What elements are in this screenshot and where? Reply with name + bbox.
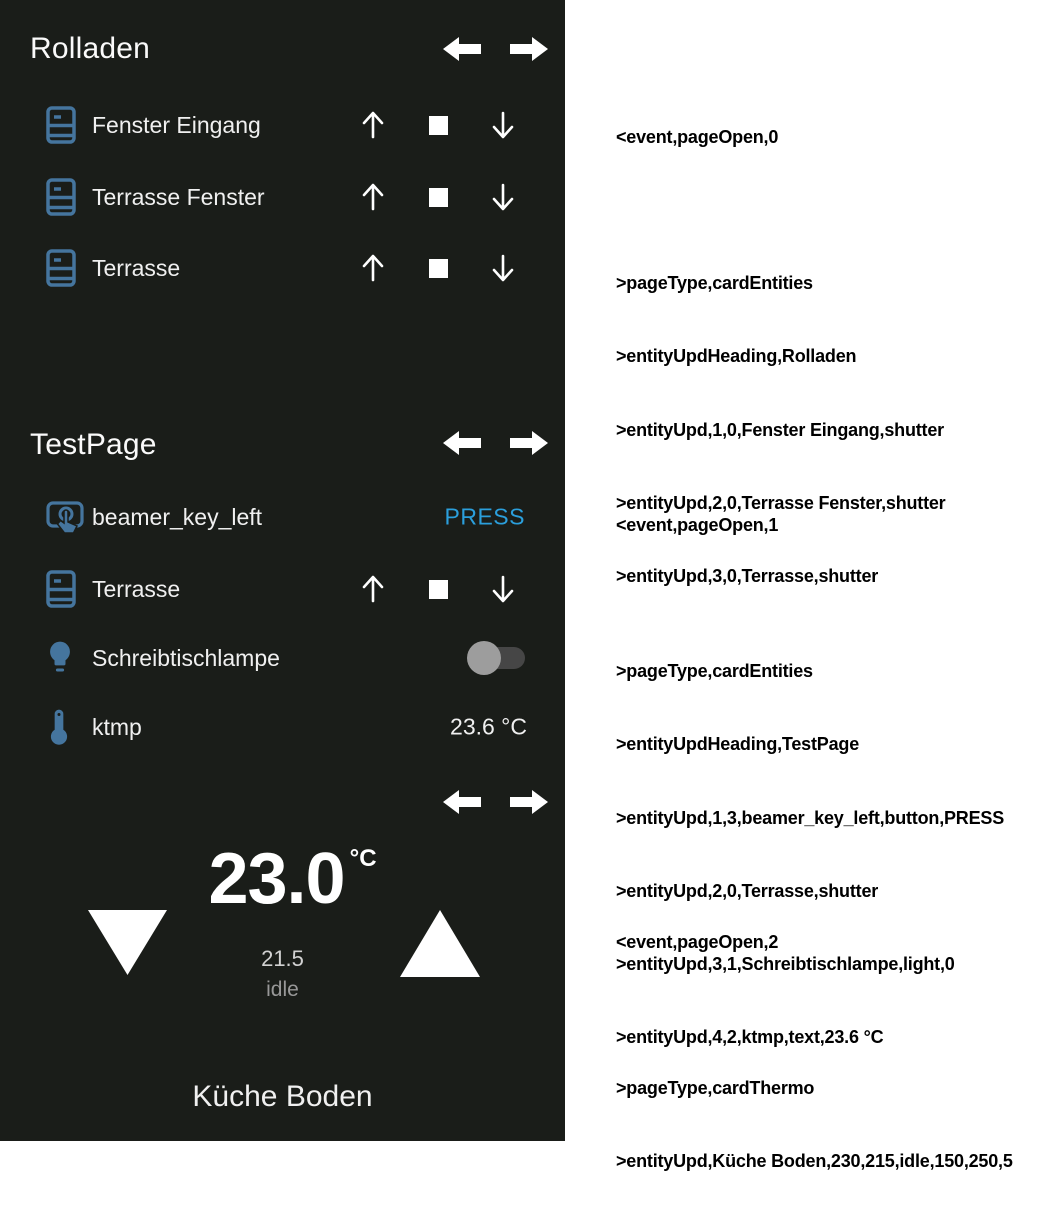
entity-label: Schreibtischlampe xyxy=(92,644,280,671)
entity-label: beamer_key_left xyxy=(92,503,263,530)
protocol-line: >pageType,cardThermo xyxy=(616,1078,815,1099)
toggle-knob xyxy=(467,641,501,675)
entity-label: ktmp xyxy=(92,713,142,740)
entity-row-terrasse-2 xyxy=(46,554,565,624)
window-shutter-icon xyxy=(46,178,84,216)
entity-label: Terrasse Fenster xyxy=(92,183,265,210)
light-toggle-switch[interactable] xyxy=(467,641,525,675)
protocol-line: >entityUpd,1,3,beamer_key_left,button,PRESS xyxy=(616,807,1005,828)
shutter-stop-button[interactable] xyxy=(429,580,448,599)
stop-square-icon xyxy=(429,116,448,135)
entity-row-terrasse-fenster xyxy=(46,162,565,232)
window-shutter-icon xyxy=(46,570,84,608)
hvac-state: idle xyxy=(266,978,299,1001)
shutter-up-button[interactable] xyxy=(360,253,386,283)
window-shutter-icon xyxy=(46,106,84,144)
lightbulb-icon xyxy=(46,640,84,676)
protocol-event-line: <event,pageOpen,2 xyxy=(616,931,779,952)
shutter-stop-button[interactable] xyxy=(429,259,448,278)
shutter-stop-button[interactable] xyxy=(429,116,448,135)
protocol-event-line: <event,pageOpen,1 xyxy=(616,514,779,535)
stop-square-icon xyxy=(429,188,448,207)
arrow-left-bold-icon[interactable] xyxy=(443,427,481,459)
current-temperature xyxy=(10,839,575,919)
shutter-up-button[interactable] xyxy=(360,182,386,212)
protocol-line: >entityUpdHeading,Rolladen xyxy=(616,346,857,367)
target-temperature: 21.5 xyxy=(261,946,304,971)
shutter-controls xyxy=(360,574,516,604)
protocol-line: >pageType,cardEntities xyxy=(616,273,813,294)
press-button[interactable]: PRESS xyxy=(444,503,525,530)
blank-line xyxy=(616,1003,1013,1027)
stop-square-icon xyxy=(429,259,448,278)
thermometer-icon xyxy=(46,708,84,746)
entity-label: Terrasse xyxy=(92,254,181,281)
page-nav-testpage xyxy=(443,427,548,459)
arrow-left-bold-icon[interactable] xyxy=(443,786,481,818)
entity-row-terrasse xyxy=(46,233,565,303)
protocol-line: >entityUpd,3,0,Terrasse,shutter xyxy=(616,566,879,587)
page-title-rolladen: Rolladen xyxy=(30,32,151,65)
stop-square-icon xyxy=(429,580,448,599)
shutter-down-button[interactable] xyxy=(490,182,516,212)
protocol-line: >pageType,cardEntities xyxy=(616,661,813,682)
entity-label: Fenster Eingang xyxy=(92,111,261,138)
protocol-line: >entityUpd,Küche Boden,230,215,idle,150,250,5 xyxy=(616,1151,1013,1172)
shutter-controls xyxy=(360,253,516,283)
blank-line xyxy=(616,586,1004,610)
shutter-stop-button[interactable] xyxy=(429,188,448,207)
protocol-line: >entityUpd,1,0,Fenster Eingang,shutter xyxy=(616,419,944,440)
protocol-line: >entityUpd,2,0,Terrasse Fenster,shutter xyxy=(616,492,946,513)
page-nav-rolladen xyxy=(443,33,548,65)
entity-label: Terrasse xyxy=(92,575,181,602)
arrow-right-bold-icon[interactable] xyxy=(510,33,548,65)
arrow-right-bold-icon[interactable] xyxy=(510,786,548,818)
protocol-line: >entityUpd,3,1,Schreibtischlampe,light,0 xyxy=(616,954,955,975)
shutter-controls xyxy=(360,182,516,212)
page-title-testpage: TestPage xyxy=(30,428,157,461)
arrow-right-bold-icon[interactable] xyxy=(510,427,548,459)
shutter-down-button[interactable] xyxy=(490,253,516,283)
protocol-line: >entityUpdHeading,TestPage xyxy=(616,734,860,755)
protocol-event-line: <event,pageOpen,0 xyxy=(616,126,779,147)
protocol-block-page2 xyxy=(616,881,1013,1223)
blank-line xyxy=(616,198,946,222)
protocol-line: >entityUpd,2,0,Terrasse,shutter xyxy=(616,880,879,901)
thermostat-name: Küche Boden xyxy=(192,1080,373,1113)
gesture-tap-button-icon xyxy=(46,500,84,534)
sensor-value: 23.6 °C xyxy=(450,713,527,740)
entity-row-ktmp xyxy=(46,692,565,762)
shutter-controls xyxy=(360,110,516,140)
window-shutter-icon xyxy=(46,249,84,287)
arrow-left-bold-icon[interactable] xyxy=(443,33,481,65)
shutter-up-button[interactable] xyxy=(360,574,386,604)
entity-row-beamer-key-left xyxy=(46,482,565,552)
entity-row-schreibtischlampe xyxy=(46,623,565,693)
shutter-down-button[interactable] xyxy=(490,574,516,604)
shutter-up-button[interactable] xyxy=(360,110,386,140)
entity-row-fenster-eingang xyxy=(46,90,565,160)
shutter-down-button[interactable] xyxy=(490,110,516,140)
current-temperature-value: 23.0 xyxy=(208,839,345,919)
page-nav-thermo xyxy=(443,786,548,818)
temperature-unit: °C xyxy=(349,845,377,872)
protocol-line: >entityUpd,4,2,ktmp,text,23.6 °C xyxy=(616,1027,884,1048)
